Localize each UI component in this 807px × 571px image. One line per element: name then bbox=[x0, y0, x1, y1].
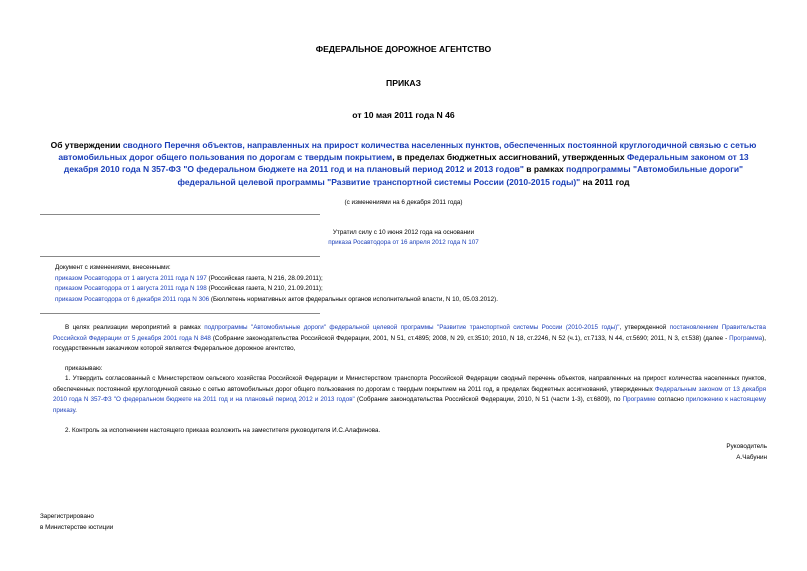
intro-subprogram-link[interactable]: подпрограммы "Автомобильные дороги" федеральной целевой программы "Развитие транспортной системы России (2010-2015 годы)" bbox=[204, 324, 620, 331]
intro-decree-link[interactable]: постановлением Правительства Российской Федерации от 5 декабря 2001 года N 848 bbox=[53, 324, 766, 342]
change-item bbox=[55, 295, 775, 306]
change-item bbox=[55, 284, 775, 295]
doc-type-heading: ПРИКАЗ bbox=[386, 78, 421, 88]
item-1-text: согласно bbox=[655, 396, 686, 404]
item-1-appendix-link[interactable]: приложению к настоящему приказу bbox=[53, 396, 766, 414]
changes-block bbox=[55, 263, 775, 305]
item-1-paragraph bbox=[53, 374, 766, 416]
amend-note: (с изменениями на 6 декабря 2011 года) bbox=[344, 199, 463, 206]
expired-order-link[interactable]: приказа Росавтодора от 16 апреля 2012 года N 107 bbox=[328, 239, 479, 246]
signature-name: А.Чабунин bbox=[736, 454, 767, 461]
intro-text: ), государственным заказчиком которой является Федеральное дорожное агентство, bbox=[53, 334, 767, 353]
expired-link-row bbox=[0, 238, 807, 249]
intro-text: В целях реализации мероприятий в рамках bbox=[65, 324, 205, 331]
item-1-law-link[interactable]: Федеральным законом от 13 декабря 2010 года N 357-ФЗ "О федеральном бюджете на 2011 год и на плановый период 2012 и 2013 годов" bbox=[53, 385, 766, 404]
title-link-law[interactable]: Федеральным законом от 13 декабря 2010 года N 357-ФЗ "О федеральном бюджете на 2011 год и на плановый период 2012 и 2013 годов" bbox=[63, 152, 749, 175]
registered-line-1: Зарегистрировано bbox=[40, 513, 94, 520]
intro-program-link[interactable]: Программа bbox=[729, 334, 763, 342]
change-link[interactable]: приказом Росавтодора от 1 августа 2011 года N 198 bbox=[55, 285, 207, 293]
change-item bbox=[55, 274, 775, 285]
divider bbox=[40, 256, 320, 257]
changes-heading: Документ с изменениями, внесенными: bbox=[55, 264, 171, 271]
document-title bbox=[50, 139, 757, 188]
item-1-text: (Собрание законодательства Российской Федерации, 2010, N 51 (части 1-3), ст.6809), по bbox=[354, 396, 623, 404]
intro-paragraph bbox=[53, 323, 766, 355]
title-text: в рамках bbox=[523, 164, 567, 175]
item-1-text: 1. Утвердить согласованный с Министерством сельского хозяйства Российской Федерации и Министерством транспорта Российской Федерации сводный перечень объектов, направленных на прирост количества населенных пунктов, обеспеченных постоянной круглогодичной связью с сетью автомобильных дорог общего пользования по дорогам с твердым покрытием на 2011 год, в пределах бюджетных ассигнований, утвержденных bbox=[53, 375, 766, 393]
title-text: на 2011 год bbox=[580, 176, 630, 187]
agency-heading: ФЕДЕРАЛЬНОЕ ДОРОЖНОЕ АГЕНТСТВО bbox=[315, 44, 492, 54]
item-1-program-link[interactable]: Программе bbox=[622, 396, 656, 404]
title-link-list[interactable]: сводного Перечня объектов, направленных на прирост количества населенных пунктов, обеспеченных постоянной круглогодичной связью с сетью автомобильных дорог общего пользования по дорогам с твердым покрытием bbox=[58, 140, 757, 163]
divider bbox=[40, 214, 320, 215]
change-details: (Российская газета, N 216, 28.09.2011); bbox=[206, 274, 323, 282]
title-text: , в пределах бюджетных ассигнований, утвержденных bbox=[392, 152, 627, 163]
intro-text: (Собрание законодательства Российской Федерации, 2001, N 51, ст.4895; 2008, N 29, ст.3510; 2010, N 18, ст.2246, N 52 (ч.1), ст.7133, N 44, ст.5690; 2011, N 3, ст.538) (далее - bbox=[210, 334, 730, 342]
date-number-heading: от 10 мая 2011 года N 46 bbox=[352, 110, 455, 120]
registered-line-2: в Министерстве юстиции bbox=[40, 524, 114, 531]
change-details: (Бюллетень нормативных актов федеральных органов исполнительной власти, N 10, 05.03.2012). bbox=[209, 295, 499, 303]
expired-line: Утратил силу с 10 июня 2012 года на основании bbox=[332, 229, 475, 236]
change-link[interactable]: приказом Росавтодора от 1 августа 2011 года N 197 bbox=[55, 274, 207, 282]
title-link-subprogram[interactable]: подпрограммы "Автомобильные дороги" федеральной целевой программы "Развитие транспортной системы России (2010-2015 годы)" bbox=[177, 164, 744, 187]
item-2-paragraph: 2. Контроль за исполнением настоящего приказа возложить на заместителя руководителя И.С.Алафинова. bbox=[65, 427, 381, 434]
divider bbox=[40, 313, 320, 314]
order-word: приказываю: bbox=[65, 365, 103, 372]
title-text: Об утверждении bbox=[50, 140, 123, 150]
change-link[interactable]: приказом Росавтодора от 6 декабря 2011 года N 306 bbox=[55, 295, 210, 303]
signature-role: Руководитель bbox=[726, 443, 767, 450]
change-details: (Российская газета, N 210, 21.09.2011); bbox=[206, 285, 323, 293]
item-1-text: . bbox=[75, 406, 77, 414]
intro-text: , утвержденной bbox=[619, 324, 670, 331]
